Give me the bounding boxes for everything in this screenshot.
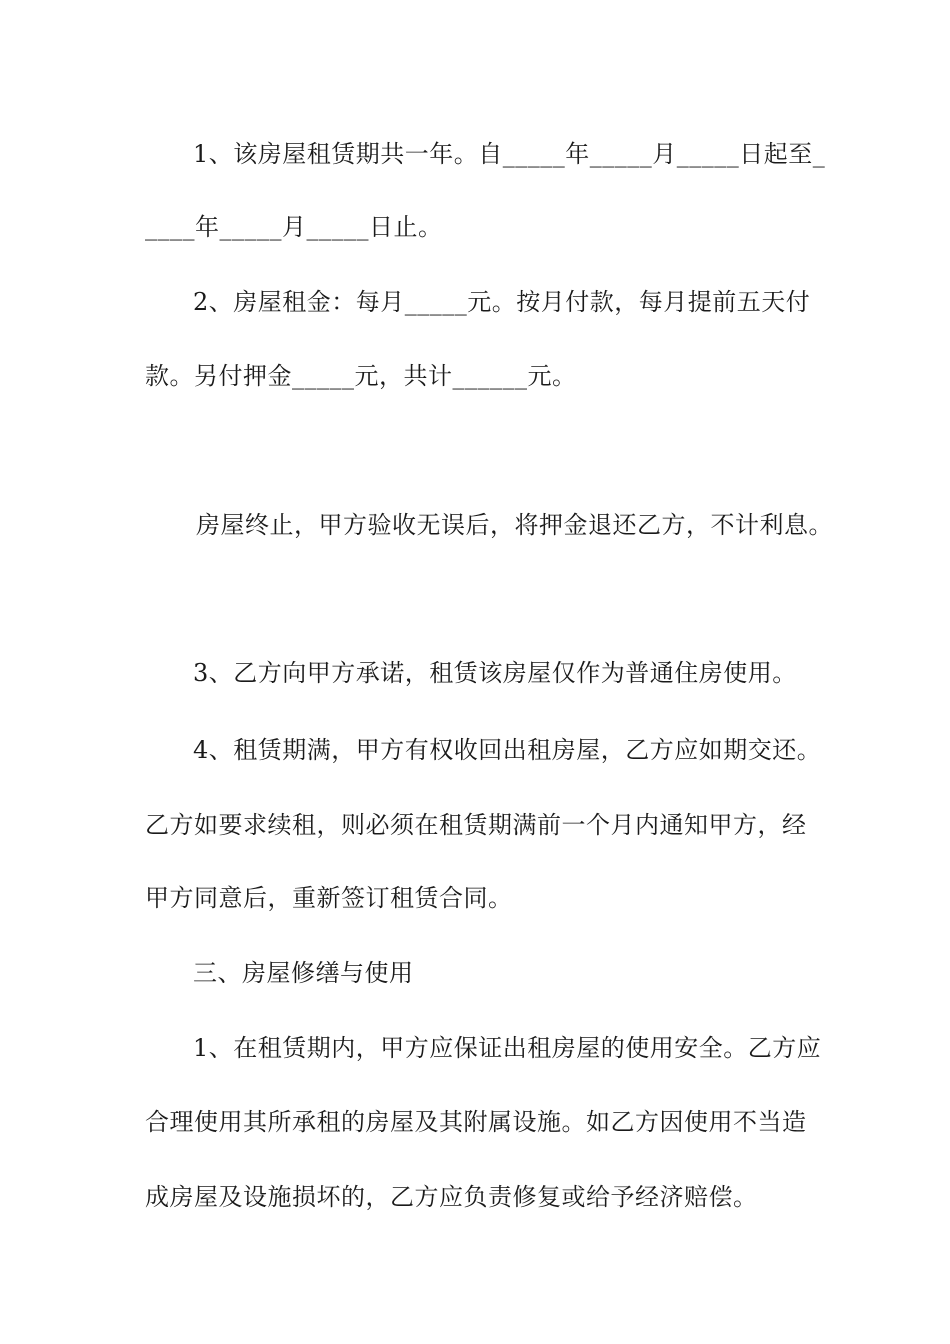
clause-2-line-2: 款。另付押金_____元，共计______元。 [145,362,577,390]
deposit-refund-line: 房屋终止，甲方验收无误后，将押金退还乙方，不计利息。 [196,511,833,539]
clause-4-line-1: 4、租赁期满，甲方有权收回出租房屋，乙方应如期交还。 [193,736,822,764]
section-heading: 三、房屋修缮与使用 [193,959,414,987]
repair-clause-1-line-1: 1、在租赁期内，甲方应保证出租房屋的使用安全。乙方应 [193,1034,822,1062]
clause-3-line: 3、乙方向甲方承诺，租赁该房屋仅作为普通住房使用。 [193,659,797,687]
clause-1-line-1: 1、该房屋租赁期共一年。自_____年_____月_____日起至_ [193,140,826,168]
repair-clause-1-line-3: 成房屋及设施损坏的，乙方应负责修复或给予经济赔偿。 [145,1183,758,1211]
clause-4-line-2: 乙方如要求续租，则必须在租赁期满前一个月内通知甲方，经 [145,811,807,839]
clause-1-line-2: ____年_____月_____日止。 [145,213,443,241]
repair-clause-1-line-2: 合理使用其所承租的房屋及其附属设施。如乙方因使用不当造 [145,1108,807,1136]
clause-2-line-1: 2、房屋租金：每月_____元。按月付款，每月提前五天付 [193,288,811,316]
clause-4-line-3: 甲方同意后，重新签订租赁合同。 [145,884,513,912]
